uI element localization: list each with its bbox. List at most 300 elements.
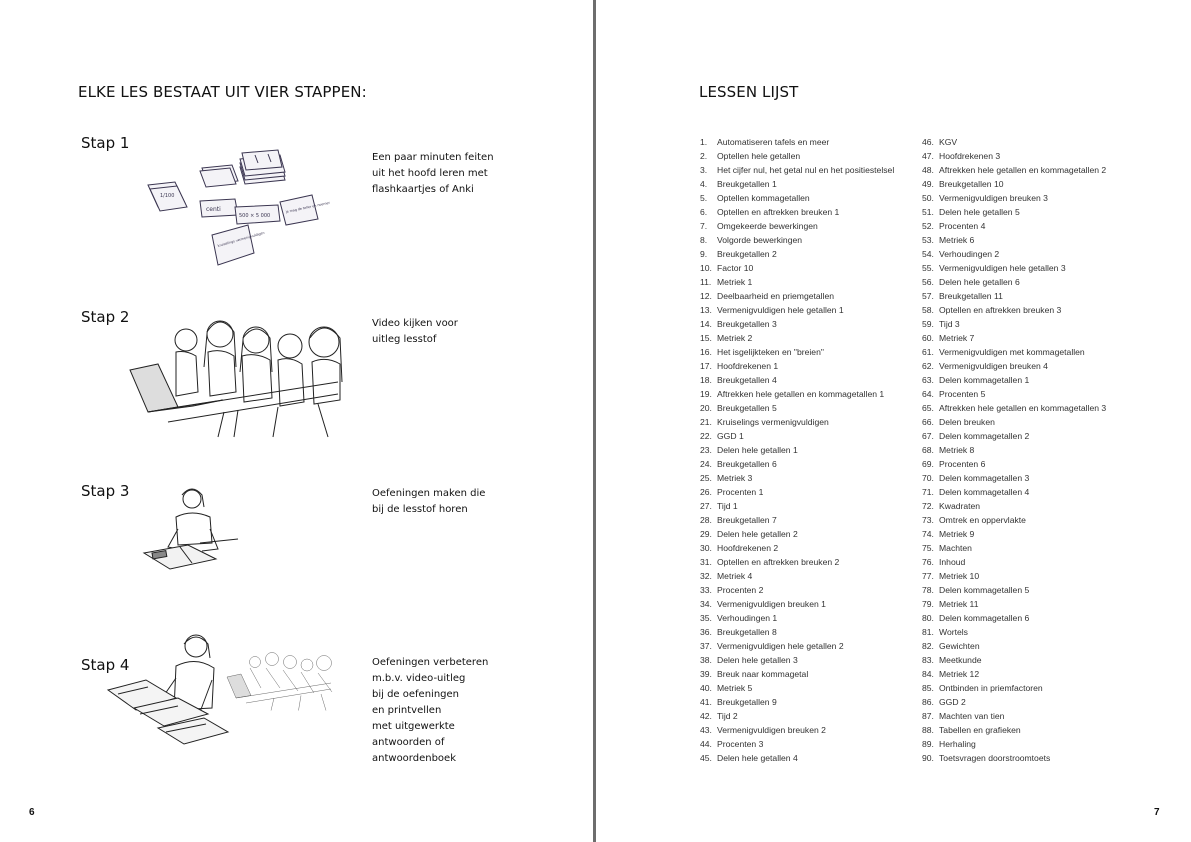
- lesson-title: Tijd 1: [717, 501, 738, 511]
- lesson-list-item: [700, 611, 894, 625]
- step-4-desc-line: bij de oefeningen: [372, 689, 459, 700]
- lesson-number: 36.: [700, 627, 712, 637]
- lesson-number: 56.: [922, 277, 934, 287]
- lesson-list-item: [700, 695, 894, 709]
- lesson-title: GGD 1: [717, 431, 744, 441]
- step-4-desc-line: en printvellen: [372, 705, 442, 716]
- lesson-number: 11.: [700, 277, 712, 287]
- lessons-heading: LESSEN LIJST: [699, 83, 799, 101]
- lesson-title: Metriek 10: [939, 571, 980, 581]
- lesson-title: Metriek 11: [939, 599, 979, 609]
- lesson-list-item: [700, 135, 894, 149]
- lesson-number: 21.: [700, 417, 712, 427]
- lesson-list-item: [700, 709, 894, 723]
- lesson-title: Het isgelijkteken en "breien": [717, 347, 824, 357]
- lesson-title: GGD 2: [939, 697, 966, 707]
- lesson-list-item: [700, 387, 894, 401]
- lesson-list-item: [700, 191, 894, 205]
- lesson-number: 12.: [700, 291, 712, 301]
- lesson-number: 89.: [922, 739, 934, 749]
- step-1-desc-line: Een paar minuten feiten: [372, 152, 494, 163]
- step-2-description: [372, 316, 512, 348]
- lesson-list-item: [922, 457, 1106, 471]
- lesson-title: Delen hele getallen 2: [717, 529, 798, 539]
- lesson-number: 43.: [700, 725, 712, 735]
- lesson-title: Machten: [939, 543, 972, 553]
- lesson-list-item: [700, 261, 894, 275]
- lesson-number: 13.: [700, 305, 712, 315]
- lesson-title: Optellen hele getallen: [717, 151, 801, 161]
- lesson-number: 42.: [700, 711, 712, 721]
- lesson-list-item: [700, 751, 894, 765]
- lesson-title: Breukgetallen 7: [717, 515, 777, 525]
- lesson-number: 31.: [700, 557, 712, 567]
- card-text-3: 500 × 5 000: [239, 213, 271, 219]
- lesson-list-item: [922, 485, 1106, 499]
- lesson-list-item: [700, 205, 894, 219]
- lesson-number: 64.: [922, 389, 934, 399]
- lesson-list-item: [700, 527, 894, 541]
- lesson-number: 66.: [922, 417, 934, 427]
- lesson-title: Delen kommagetallen 5: [939, 585, 1030, 595]
- lesson-title: Metriek 9: [939, 529, 975, 539]
- lesson-list-item: [922, 751, 1106, 765]
- lesson-title: Delen hele getallen 5: [939, 207, 1020, 217]
- lesson-list-item: [922, 499, 1106, 513]
- step-4-desc-line: antwoordenboek: [372, 753, 456, 764]
- step-3-desc-line: Oefeningen maken die: [372, 488, 486, 499]
- lesson-number: 50.: [922, 193, 934, 203]
- lesson-number: 52.: [922, 221, 934, 231]
- step-4-label: Stap 4: [81, 656, 130, 674]
- lesson-number: 46.: [922, 137, 934, 147]
- lesson-number: 33.: [700, 585, 712, 595]
- lesson-number: 67.: [922, 431, 934, 441]
- lesson-list-item: [700, 345, 894, 359]
- lesson-title: Gewichten: [939, 641, 980, 651]
- lesson-number: 86.: [922, 697, 934, 707]
- right-page: [596, 0, 1191, 842]
- lesson-title: Optellen en aftrekken breuken 1: [717, 207, 840, 217]
- lesson-title: Metriek 5: [717, 683, 753, 693]
- lesson-list-item: [922, 275, 1106, 289]
- lesson-title: Vermenigvuldigen hele getallen 1: [717, 305, 844, 315]
- lesson-title: Metriek 4: [717, 571, 753, 581]
- lesson-title: Metriek 7: [939, 333, 975, 343]
- lesson-title: Metriek 12: [939, 669, 980, 679]
- lesson-title: Volgorde bewerkingen: [717, 235, 803, 245]
- lesson-number: 87.: [922, 711, 934, 721]
- lesson-list-item: [700, 597, 894, 611]
- lesson-title: Procenten 2: [717, 585, 764, 595]
- lesson-title: Breukgetallen 4: [717, 375, 777, 385]
- lesson-title: Delen kommagetallen 1: [939, 375, 1030, 385]
- lesson-number: 62.: [922, 361, 934, 371]
- lesson-list-item: [922, 695, 1106, 709]
- lesson-list-item: [700, 233, 894, 247]
- lesson-list-item: [922, 261, 1106, 275]
- lesson-list-item: [922, 611, 1106, 625]
- card-text-2: centi: [206, 206, 221, 213]
- lesson-title: Tabellen en grafieken: [939, 725, 1021, 735]
- card-text-5: kruiselings vermenigvuldigen: [217, 230, 265, 248]
- lesson-title: Metriek 1: [717, 277, 753, 287]
- lesson-title: Herhaling: [939, 739, 976, 749]
- lesson-number: 38.: [700, 655, 712, 665]
- lesson-title: Ontbinden in priemfactoren: [939, 683, 1043, 693]
- lesson-list-item: [922, 443, 1106, 457]
- lesson-title: Aftrekken hele getallen en kommagetallen 2: [939, 165, 1107, 175]
- step-4-desc-line: antwoorden of: [372, 737, 445, 748]
- lesson-number: 19.: [700, 389, 712, 399]
- lesson-list-item: [922, 583, 1106, 597]
- lesson-title: Toetsvragen doorstroomtoets: [939, 753, 1051, 763]
- lesson-title: Breukgetallen 11: [939, 291, 1003, 301]
- step-3-label: Stap 3: [81, 482, 130, 500]
- lesson-title: Delen kommagetallen 3: [939, 473, 1030, 483]
- lesson-number: 10.: [700, 263, 712, 273]
- steps-heading: ELKE LES BESTAAT UIT VIER STAPPEN:: [78, 83, 367, 101]
- lesson-number: 90.: [922, 753, 934, 763]
- lesson-list-item: [700, 471, 894, 485]
- lesson-list-item: [700, 667, 894, 681]
- lesson-number: 8.: [700, 235, 708, 245]
- children-watching-laptop-illustration: [128, 312, 343, 437]
- lesson-list-item: [700, 723, 894, 737]
- lesson-number: 84.: [922, 669, 934, 679]
- lesson-number: 57.: [922, 291, 934, 301]
- lesson-number: 24.: [700, 459, 712, 469]
- lesson-number: 76.: [922, 557, 934, 567]
- lesson-number: 4.: [700, 179, 708, 189]
- lesson-number: 72.: [922, 501, 934, 511]
- lesson-list-item: [922, 667, 1106, 681]
- lesson-list-item: [700, 555, 894, 569]
- lesson-title: Vermenigvuldigen hele getallen 2: [717, 641, 844, 651]
- lesson-list-item: [922, 639, 1106, 653]
- left-page: [0, 0, 593, 842]
- lesson-number: 88.: [922, 725, 934, 735]
- lesson-number: 15.: [700, 333, 712, 343]
- lesson-list-item: [700, 681, 894, 695]
- lesson-list-item: [922, 331, 1106, 345]
- step-4-description: [372, 655, 512, 767]
- lesson-title: Delen kommagetallen 4: [939, 487, 1030, 497]
- correcting-exercises-illustration: [108, 632, 336, 757]
- lesson-title: Het cijfer nul, het getal nul en het positiestelsel: [717, 165, 895, 175]
- lesson-number: 22.: [700, 431, 712, 441]
- lessons-list-column-2: [922, 135, 1106, 765]
- lesson-title: Procenten 1: [717, 487, 764, 497]
- lesson-number: 25.: [700, 473, 712, 483]
- lesson-title: Hoofdrekenen 1: [717, 361, 779, 371]
- lesson-list-item: [922, 569, 1106, 583]
- lesson-title: Aftrekken hele getallen en kommagetallen 1: [717, 389, 885, 399]
- lesson-number: 54.: [922, 249, 934, 259]
- card-text-4: je mag de teller en noemer: [285, 200, 331, 214]
- lesson-number: 79.: [922, 599, 934, 609]
- lesson-title: Hoofdrekenen 2: [717, 543, 779, 553]
- lesson-list-item: [922, 345, 1106, 359]
- lesson-list-item: [700, 429, 894, 443]
- lesson-list-item: [700, 163, 894, 177]
- lesson-list-item: [922, 387, 1106, 401]
- lesson-number: 85.: [922, 683, 934, 693]
- lesson-list-item: [922, 135, 1106, 149]
- lesson-title: Meetkunde: [939, 655, 982, 665]
- lesson-list-item: [922, 429, 1106, 443]
- lesson-number: 59.: [922, 319, 934, 329]
- lesson-number: 55.: [922, 263, 934, 273]
- lesson-title: Delen hele getallen 1: [717, 445, 798, 455]
- lesson-list-item: [700, 541, 894, 555]
- lesson-title: Procenten 4: [939, 221, 986, 231]
- lesson-number: 48.: [922, 165, 934, 175]
- lesson-number: 82.: [922, 641, 934, 651]
- lesson-title: Breukgetallen 8: [717, 627, 777, 637]
- lesson-list-item: [922, 163, 1106, 177]
- step-1-label: Stap 1: [81, 134, 130, 152]
- lesson-number: 34.: [700, 599, 712, 609]
- lesson-list-item: [700, 331, 894, 345]
- lesson-number: 61.: [922, 347, 934, 357]
- lesson-title: Breuk naar kommagetal: [717, 669, 809, 679]
- lesson-title: Kruiselings vermenigvuldigen: [717, 417, 829, 427]
- lesson-list-item: [700, 177, 894, 191]
- lesson-list-item: [922, 177, 1106, 191]
- lesson-list-item: [700, 513, 894, 527]
- lesson-list-item: [700, 317, 894, 331]
- lesson-list-item: [922, 219, 1106, 233]
- lesson-list-item: [922, 233, 1106, 247]
- lesson-title: Vermenigvuldigen met kommagetallen: [939, 347, 1085, 357]
- flashcards-illustration: [140, 145, 331, 270]
- lesson-list-item: [700, 247, 894, 261]
- lesson-number: 7.: [700, 221, 708, 231]
- lesson-title: Procenten 5: [939, 389, 986, 399]
- lesson-list-item: [700, 443, 894, 457]
- lesson-list-item: [922, 317, 1106, 331]
- lesson-number: 53.: [922, 235, 934, 245]
- lesson-number: 20.: [700, 403, 712, 413]
- lesson-list-item: [700, 359, 894, 373]
- step-4-desc-line: m.b.v. video-uitleg: [372, 673, 466, 684]
- step-3-description: [372, 486, 512, 518]
- lesson-title: Metriek 3: [717, 473, 753, 483]
- lesson-title: Procenten 6: [939, 459, 986, 469]
- lesson-number: 27.: [700, 501, 712, 511]
- lesson-number: 32.: [700, 571, 712, 581]
- lesson-list-item: [700, 275, 894, 289]
- lesson-number: 17.: [700, 361, 712, 371]
- lesson-number: 41.: [700, 697, 712, 707]
- lesson-title: Optellen kommagetallen: [717, 193, 810, 203]
- lesson-list-item: [700, 289, 894, 303]
- lesson-list-item: [700, 499, 894, 513]
- step-3-desc-line: bij de lesstof horen: [372, 504, 468, 515]
- lesson-number: 9.: [700, 249, 708, 259]
- lesson-list-item: [922, 415, 1106, 429]
- lesson-number: 6.: [700, 207, 708, 217]
- lesson-title: Omgekeerde bewerkingen: [717, 221, 818, 231]
- lesson-list-item: [700, 625, 894, 639]
- lesson-title: Delen kommagetallen 2: [939, 431, 1030, 441]
- lesson-number: 16.: [700, 347, 712, 357]
- lesson-number: 51.: [922, 207, 934, 217]
- lesson-number: 60.: [922, 333, 934, 343]
- lesson-title: Aftrekken hele getallen en kommagetallen 3: [939, 403, 1107, 413]
- lesson-list-item: [700, 457, 894, 471]
- lesson-title: Verhoudingen 1: [717, 613, 778, 623]
- lesson-list-item: [922, 373, 1106, 387]
- lesson-title: Wortels: [939, 627, 968, 637]
- lesson-list-item: [922, 401, 1106, 415]
- lesson-list-item: [922, 737, 1106, 751]
- lesson-number: 23.: [700, 445, 712, 455]
- lesson-number: 39.: [700, 669, 712, 679]
- lesson-number: 40.: [700, 683, 712, 693]
- lesson-title: Tijd 2: [717, 711, 738, 721]
- lesson-list-item: [700, 303, 894, 317]
- lesson-number: 1.: [700, 137, 708, 147]
- lesson-title: Breukgetallen 6: [717, 459, 777, 469]
- lesson-list-item: [922, 205, 1106, 219]
- lesson-title: Delen hele getallen 6: [939, 277, 1020, 287]
- lesson-title: Breukgetallen 2: [717, 249, 777, 259]
- lesson-title: Machten van tien: [939, 711, 1005, 721]
- step-1-desc-line: uit het hoofd leren met: [372, 168, 488, 179]
- lesson-list-item: [922, 303, 1106, 317]
- lesson-list-item: [922, 681, 1106, 695]
- lesson-number: 71.: [922, 487, 934, 497]
- lesson-title: Automatiseren tafels en meer: [717, 137, 830, 147]
- lesson-list-item: [922, 289, 1106, 303]
- step-2-desc-line: uitleg lesstof: [372, 334, 437, 345]
- lessons-list-column-1: [700, 135, 894, 765]
- card-text-1: 1/100: [160, 193, 175, 199]
- lesson-number: 58.: [922, 305, 934, 315]
- lesson-title: Delen hele getallen 3: [717, 655, 798, 665]
- lesson-number: 68.: [922, 445, 934, 455]
- lesson-number: 69.: [922, 459, 934, 469]
- lesson-number: 65.: [922, 403, 934, 413]
- lesson-number: 45.: [700, 753, 712, 763]
- lesson-list-item: [700, 639, 894, 653]
- lesson-number: 14.: [700, 319, 712, 329]
- lesson-number: 80.: [922, 613, 934, 623]
- lesson-title: Breukgetallen 10: [939, 179, 1004, 189]
- lesson-list-item: [700, 583, 894, 597]
- lesson-list-item: [700, 653, 894, 667]
- girl-doing-exercises-illustration: [140, 485, 240, 575]
- lesson-list-item: [922, 709, 1106, 723]
- lesson-title: Vermenigvuldigen breuken 4: [939, 361, 1048, 371]
- lesson-list-item: [922, 625, 1106, 639]
- lesson-list-item: [922, 597, 1106, 611]
- lesson-list-item: [700, 373, 894, 387]
- lesson-number: 49.: [922, 179, 934, 189]
- lesson-list-item: [922, 527, 1106, 541]
- lesson-list-item: [922, 653, 1106, 667]
- lesson-number: 78.: [922, 585, 934, 595]
- lesson-title: Vermenigvuldigen breuken 2: [717, 725, 826, 735]
- step-1-desc-line: flashkaartjes of Anki: [372, 184, 474, 195]
- page-number-right: 7: [1154, 807, 1160, 818]
- lesson-number: 29.: [700, 529, 712, 539]
- lesson-title: Breukgetallen 1: [717, 179, 777, 189]
- lesson-title: Inhoud: [939, 557, 966, 567]
- lesson-number: 30.: [700, 543, 712, 553]
- lesson-title: Tijd 3: [939, 319, 960, 329]
- lesson-title: Delen hele getallen 4: [717, 753, 798, 763]
- lesson-number: 77.: [922, 571, 934, 581]
- lesson-number: 18.: [700, 375, 712, 385]
- lesson-title: Verhoudingen 2: [939, 249, 1000, 259]
- step-4-desc-line: met uitgewerkte: [372, 721, 455, 732]
- lesson-title: Metriek 2: [717, 333, 753, 343]
- lesson-number: 75.: [922, 543, 934, 553]
- lesson-title: Delen breuken: [939, 417, 995, 427]
- lesson-title: Optellen en aftrekken breuken 2: [717, 557, 840, 567]
- lesson-number: 28.: [700, 515, 712, 525]
- lesson-list-item: [700, 485, 894, 499]
- lesson-number: 2.: [700, 151, 708, 161]
- lesson-title: KGV: [939, 137, 958, 147]
- lesson-title: Delen kommagetallen 6: [939, 613, 1030, 623]
- lesson-number: 73.: [922, 515, 934, 525]
- lesson-number: 37.: [700, 641, 712, 651]
- lesson-list-item: [700, 401, 894, 415]
- lesson-number: 47.: [922, 151, 934, 161]
- lesson-number: 3.: [700, 165, 708, 175]
- lesson-list-item: [700, 737, 894, 751]
- lesson-list-item: [700, 415, 894, 429]
- lesson-title: Vermenigvuldigen breuken 1: [717, 599, 826, 609]
- lesson-title: Kwadraten: [939, 501, 981, 511]
- lesson-title: Metriek 6: [939, 235, 975, 245]
- lesson-list-item: [922, 723, 1106, 737]
- lesson-title: Breukgetallen 3: [717, 319, 777, 329]
- lesson-list-item: [922, 191, 1106, 205]
- lesson-list-item: [922, 359, 1106, 373]
- step-1-description: [372, 150, 512, 198]
- lesson-list-item: [922, 149, 1106, 163]
- lesson-list-item: [922, 541, 1106, 555]
- step-2-desc-line: Video kijken voor: [372, 318, 458, 329]
- lesson-list-item: [700, 149, 894, 163]
- lesson-list-item: [922, 555, 1106, 569]
- lesson-number: 63.: [922, 375, 934, 385]
- lesson-title: Breukgetallen 9: [717, 697, 777, 707]
- lesson-number: 44.: [700, 739, 712, 749]
- lesson-title: Breukgetallen 5: [717, 403, 777, 413]
- lesson-number: 26.: [700, 487, 712, 497]
- lesson-list-item: [700, 569, 894, 583]
- lesson-list-item: [700, 219, 894, 233]
- lesson-title: Optellen en aftrekken breuken 3: [939, 305, 1062, 315]
- lesson-number: 70.: [922, 473, 934, 483]
- lesson-title: Factor 10: [717, 263, 754, 273]
- lesson-title: Deelbaarheid en priemgetallen: [717, 291, 835, 301]
- lesson-number: 5.: [700, 193, 708, 203]
- lesson-list-item: [922, 247, 1106, 261]
- lesson-list-item: [922, 513, 1106, 527]
- lesson-number: 83.: [922, 655, 934, 665]
- lesson-number: 74.: [922, 529, 934, 539]
- lesson-title: Omtrek en oppervlakte: [939, 515, 1026, 525]
- lesson-title: Vermenigvuldigen breuken 3: [939, 193, 1048, 203]
- lesson-title: Metriek 8: [939, 445, 975, 455]
